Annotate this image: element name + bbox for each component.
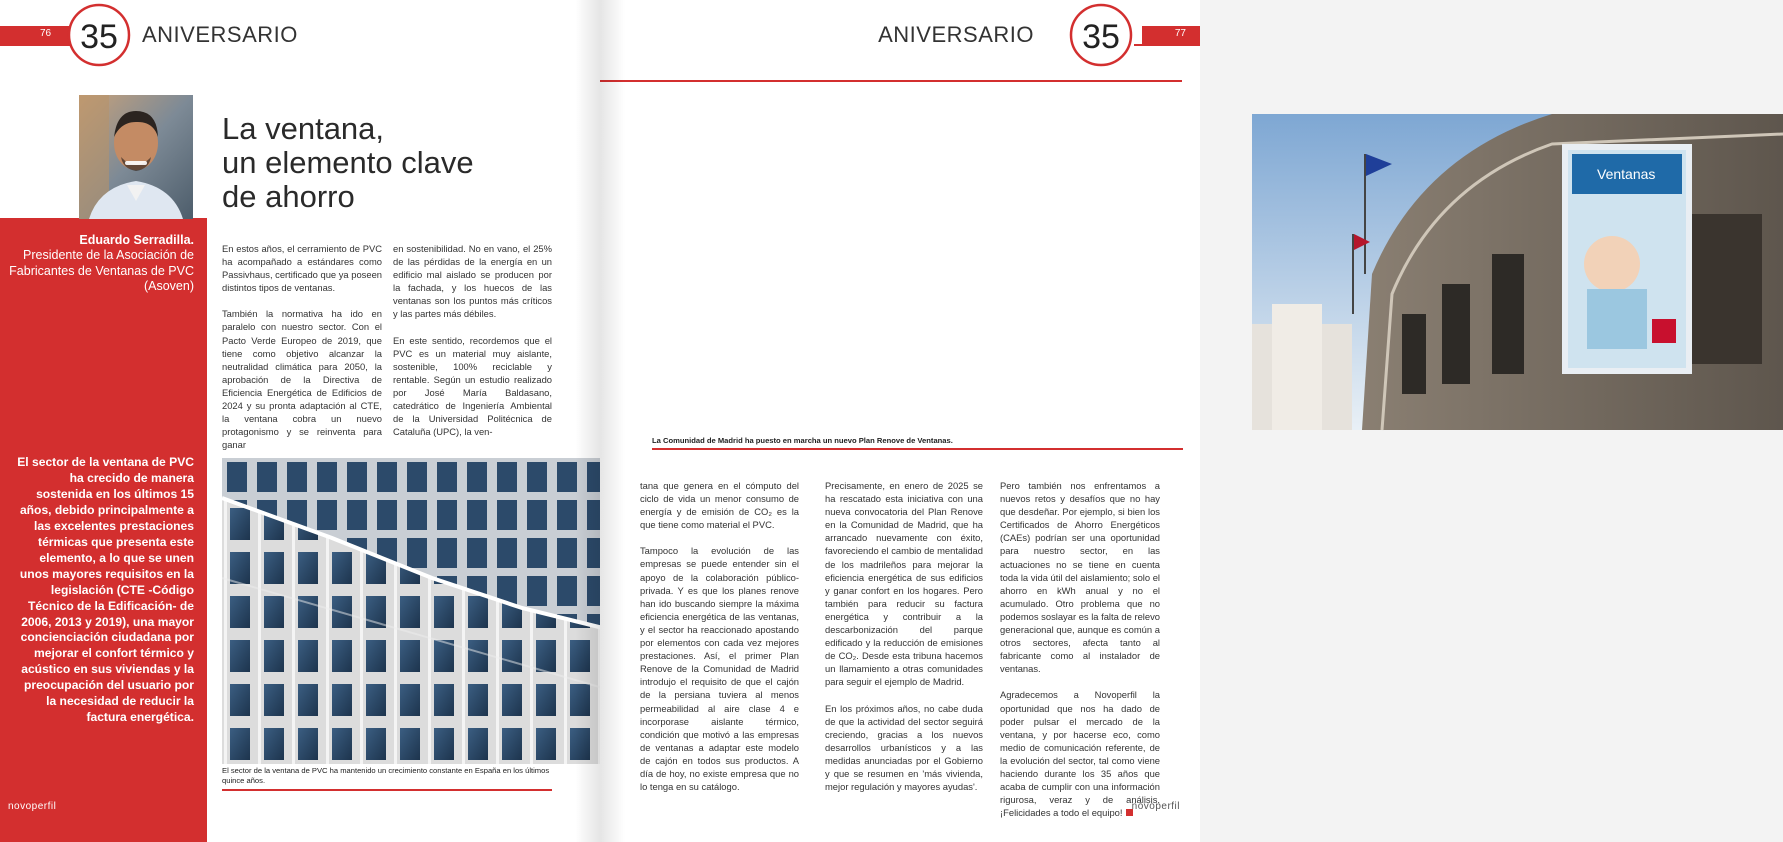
- paragraph: Precisamente, en enero de 2025 se ha rescatado esta iniciativa con una nueva convocatoria del Plan Renove en la Comunidad de Madrid, que ha arrancado nuevamente con éxito, favoreciendo el cambio de mentalidad de los madrileños para mejorar la eficiencia energética de sus edificios y ganar confort en los hogares. Pero también para reducir su factura energética y contribuir a la descarbonización del parque edificado y la reducción de emisiones de CO₂. Desde esta tribuna hacemos un llamamiento a otras comunidades para seguir el ejemplo de Madrid.: [825, 480, 983, 688]
- building-facade-photo: [222, 458, 603, 764]
- left-page: [0, 0, 600, 842]
- brand-footer-left: novoperfil: [8, 801, 57, 812]
- article-title: [222, 112, 474, 214]
- paragraph: En este sentido, recordemos que el PVC es un material muy aislante, sostenible, 100% reciclable y rentable. Según un estudio realizado por José María Baldasano, catedrático de Ingeniería Ambiental de la Universidad Politécnica de Cataluña (UPC), la ven-: [393, 334, 552, 438]
- paragraph: También la normativa ha ido en paralelo con nuestro sector. Con el Pacto Verde Europeo de 2019, que tiene como objetivo alcanzar la neutralidad climática para 2050, la aprobación de la Directiva de Eficiencia Energética de Edificios de 2024 y su pronta adaptación al CTE, la ventana cobra un nuevo protagonismo y se reinventa para ganar: [222, 308, 382, 451]
- right-page: [600, 0, 1656, 842]
- header-divider-right: [600, 80, 1182, 82]
- anniversary-logo-left: [66, 2, 132, 68]
- svg-text:Ventanas: Ventanas: [1597, 166, 1656, 182]
- article-column-4: [825, 479, 983, 793]
- pull-quote: El sector de la ventana de PVC ha crecido de manera sostenida en los últimos 15 años, debido principalmente a las excelentes prestaciones térmicas que presenta este elemento, a lo que se unen unos mayores requisitos en la legislación (CTE -Código Técnico de la Edificación- de 2006, 2013 y 2019), una mayor concienciación ciudadana por mejorar el confort térmico y acústico en sus viviendas y la preocupación del usuario por la necesidad de reducir la factura energética.: [17, 455, 194, 725]
- paragraph: En los próximos años, no cabe duda de que la actividad del sector seguirá creciendo, gracias a los nuevos desarrollos urbanísticos y a las medidas anunciadas por el Gobierno y que se resumen en 'más vivienda, mejor regulación y mayores ayudas'.: [825, 702, 983, 793]
- article-column-5: [1000, 479, 1160, 819]
- paragraph: [1000, 688, 1160, 819]
- header-bar-left: [0, 26, 76, 44]
- title-line: de ahorro: [222, 179, 355, 214]
- header-rule-right: [1134, 44, 1200, 46]
- title-line: La ventana,: [222, 111, 385, 146]
- madrid-illustration: [1252, 114, 1783, 430]
- paragraph: en sostenibilidad. No en vano, el 25% de las pérdidas de la energía en un edificio mal aislado se producen por la fachada, y los huecos de las ventanas son los puntos más críticos y las partes más débiles.: [393, 243, 552, 320]
- right-image-caption: La Comunidad de Madrid ha puesto en marcha un nuevo Plan Renove de Ventanas.: [652, 436, 953, 445]
- brand-footer-right: novoperfil: [1131, 801, 1180, 812]
- anniversary-label-left: ANIVERSARIO: [142, 22, 298, 47]
- header-bar-right: [1142, 26, 1200, 44]
- page-number-right: 77: [1174, 28, 1186, 39]
- closing-paragraph: Agradecemos a Novoperfil la oportunidad que nos ha dado de poder pulsar el mercado de la ventana, y por hacerse eco, como medio de comunicación referente, de la evolución del sector, tal como viene haciendo durante los 35 años que acaba de cumplir con una información rigurosa, veraz y de análisis. ¡Felicidades a todo el equipo!: [1000, 689, 1160, 819]
- author-role: Presidente de la Asociación de Fabricantes de Ventanas de PVC (Asoven): [9, 248, 194, 294]
- author-photo: [79, 95, 193, 219]
- paragraph: Tampoco la evolución de las empresas se puede entender sin el apoyo de la colaboración público-privada. Y es que los planes renove han ido buscando siempre la máxima eficiencia energética de las ventanas, y el sector ha reaccionado apostando por elementos con cada vez mejores prestaciones. Así, el primer Plan Renove de la Comunidad de Madrid introdujo el requisito de que el cajón de la persiana tuviera al menos permeabilidad al aire clase 4 e incorporase aislante térmico, condición que motivó a las empresas de ventanas a adaptar este modelo de cajón en todos sus productos. A día de hoy, no existe empresa que no lo tenga en su catálogo.: [640, 545, 799, 793]
- anniversary-label-right: ANIVERSARIO: [878, 22, 1034, 47]
- caption-rule-left: [222, 789, 552, 791]
- article-column-1: [222, 242, 382, 451]
- title-line: un elemento clave: [222, 145, 474, 180]
- article-column-2: [393, 242, 552, 438]
- svg-text:35: 35: [80, 18, 118, 56]
- anniversary-logo-right: [1068, 2, 1134, 68]
- author-portrait: [79, 95, 193, 219]
- paragraph: Pero también nos enfrentamos a nuevos retos y desafíos que no hay que desdeñar. Por ejemplo, si bien los Certificados de Ahorro Energéticos (CAEs) podrían ser una oportunidad para nuestro sector, en las actuaciones no se tiene en cuenta toda la vida útil del aislamiento; solo el ahorro en kWh anual y no el acumulado. Otro problema que no podemos soslayar es la falta de relevo generacional que, aunque es común a otros sectores, afecta tanto al fabricante como al instalador de ventanas.: [1000, 480, 1160, 675]
- paragraph: tana que genera en el cómputo del ciclo de vida un menor consumo de energía y de emisión de CO₂ es la que tiene como material el PVC.: [640, 480, 799, 531]
- author-name: Eduardo Serradilla.: [79, 233, 194, 247]
- facade-illustration: [222, 458, 603, 764]
- madrid-building-photo: [1252, 114, 1783, 430]
- article-column-3: [640, 479, 799, 793]
- svg-text:35: 35: [1082, 18, 1120, 56]
- left-image-caption: El sector de la ventana de PVC ha mantenido un crecimiento constante en España en los últimos quince años.: [222, 766, 550, 785]
- page-number-left: 76: [40, 28, 52, 39]
- caption-rule-right: [652, 448, 1183, 450]
- author-credit: [8, 233, 194, 295]
- sidebar: [0, 81, 207, 842]
- paragraph: En estos años, el cerramiento de PVC ha acompañado a estándares como Passivhaus, certificado que ya poseen distintos tipos de ventanas.: [222, 243, 382, 294]
